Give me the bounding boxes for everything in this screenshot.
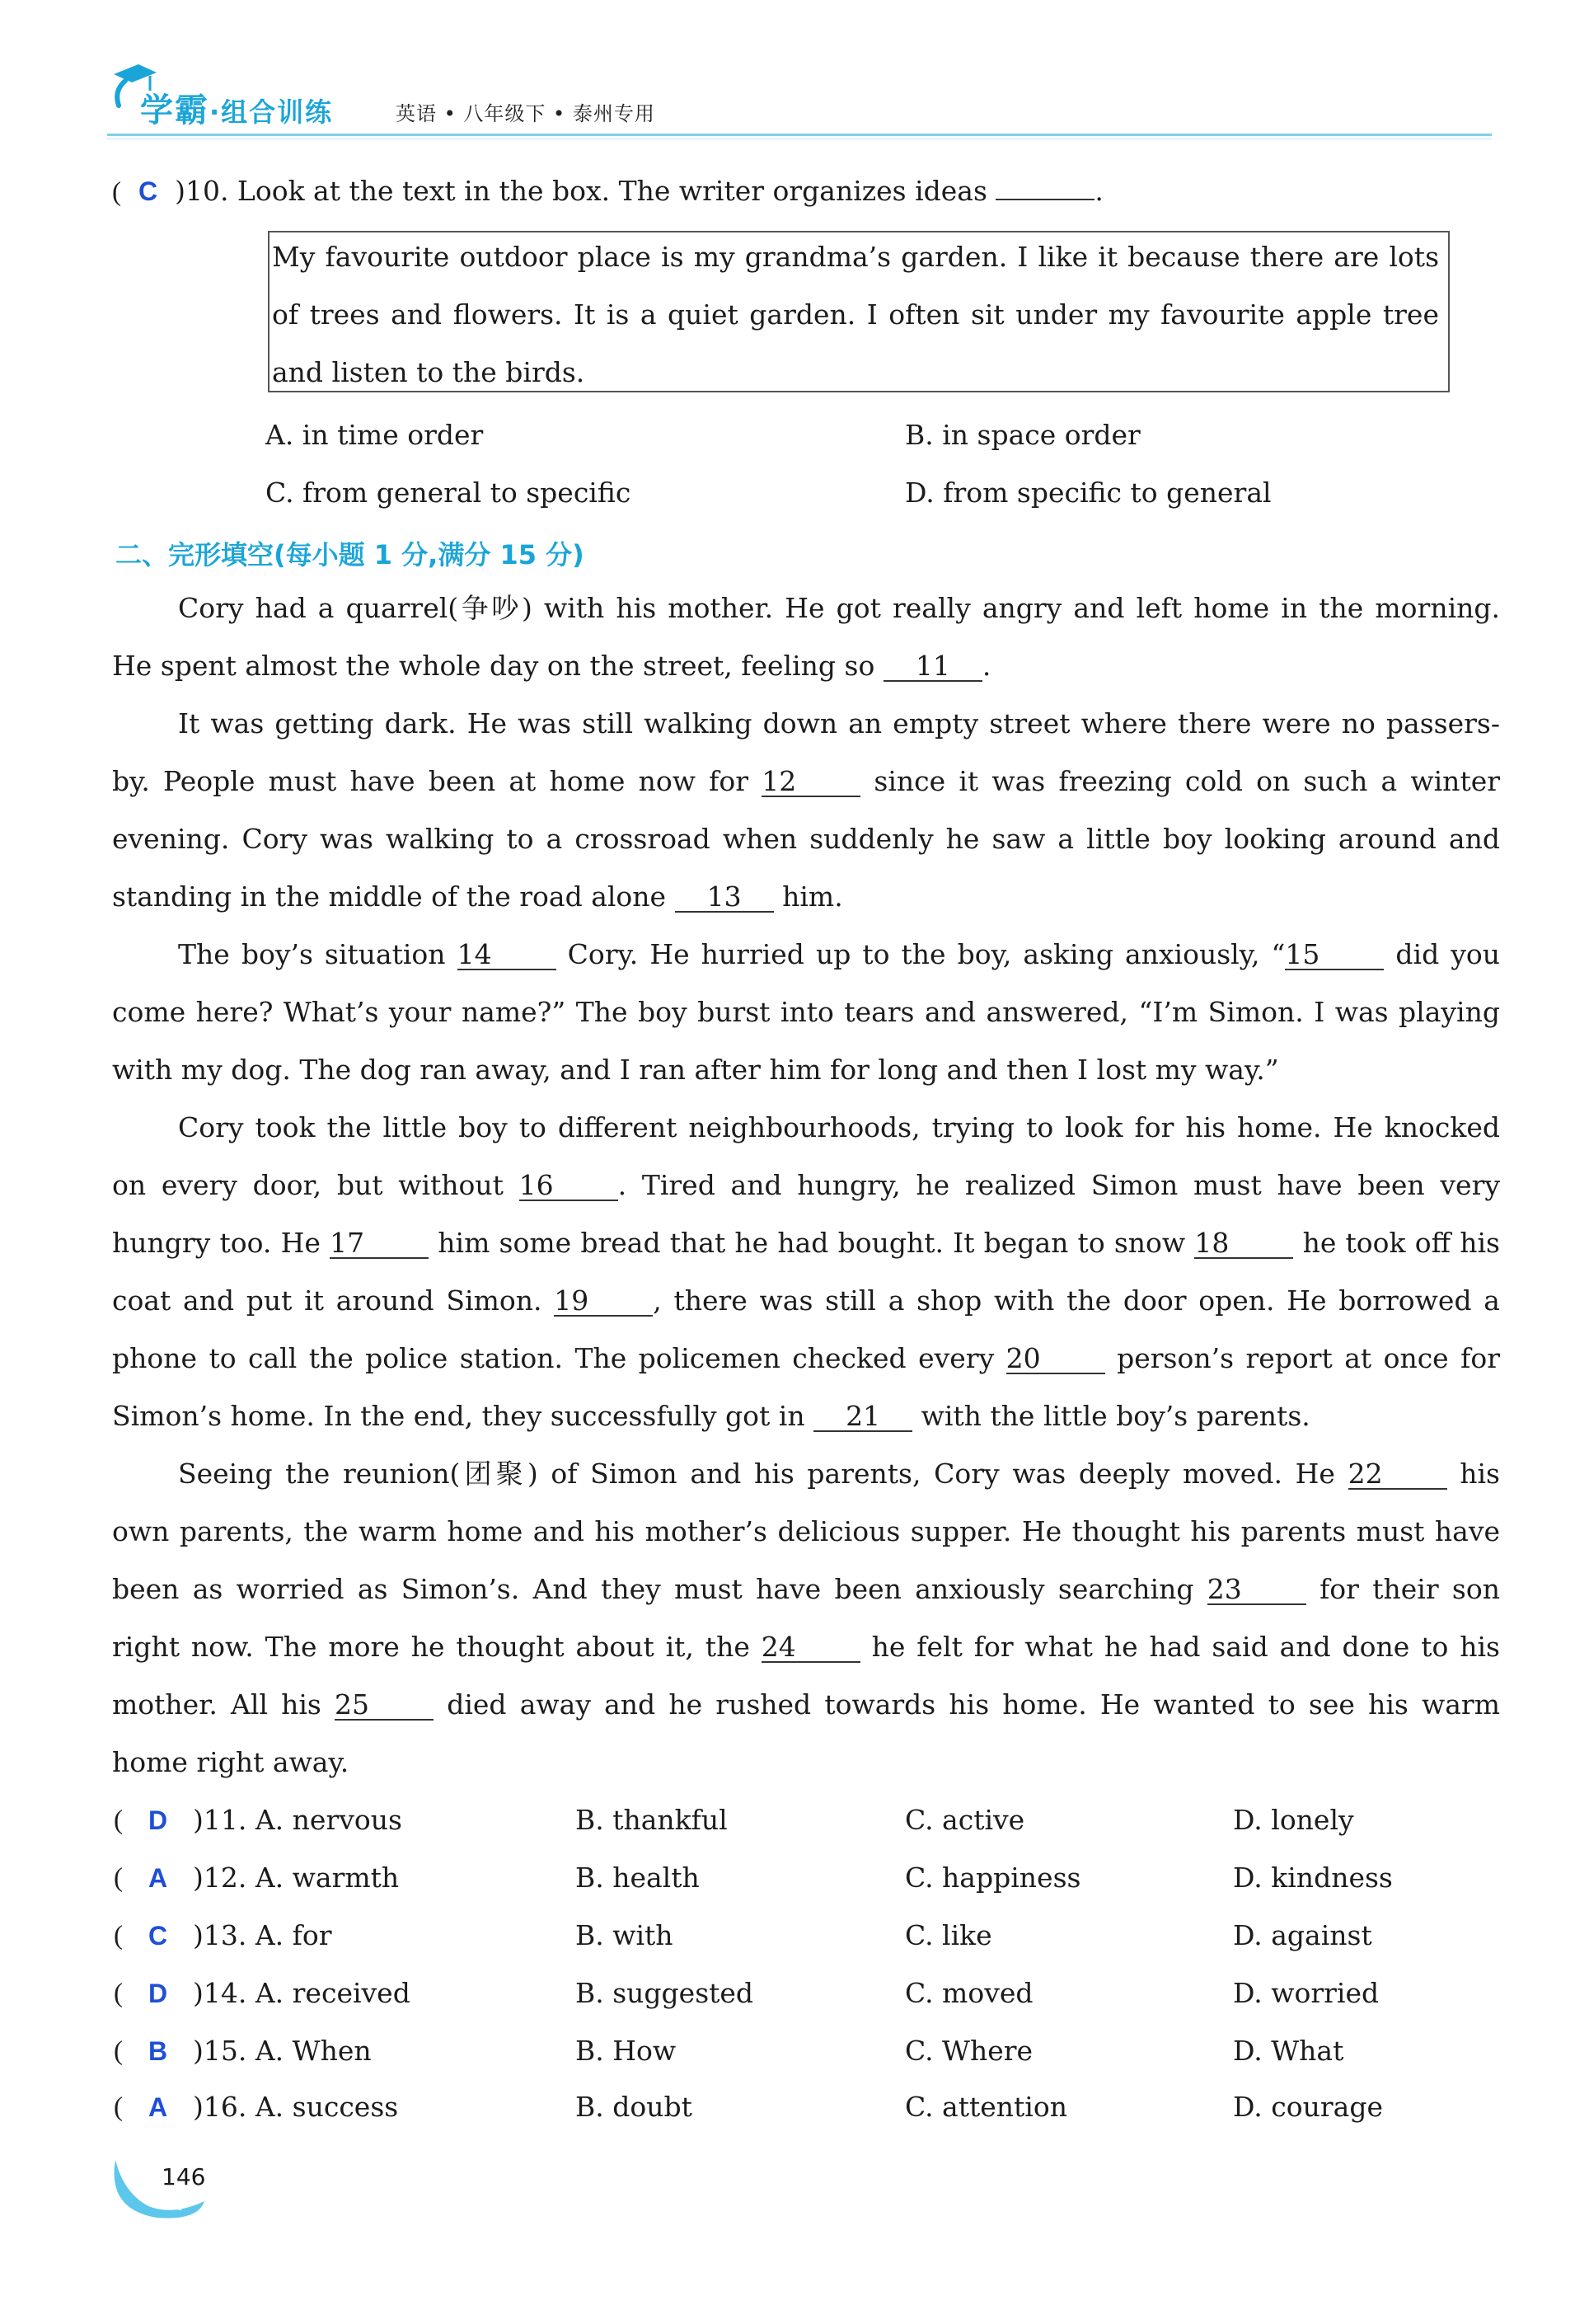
blank-12: 12 <box>762 768 860 797</box>
passage-line: evening. Cory was walking to a crossroad when suddenly he saw a little boy looking around and <box>112 823 1500 855</box>
page-number: 146 <box>162 2163 206 2190</box>
box-line: of trees and flowers. It is a quiet garden. I often sit under my favourite apple tree <box>272 298 1439 331</box>
passage-line: He spent almost the whole day on the street, feeling so 11 . <box>112 650 991 682</box>
blank-line <box>996 199 1094 200</box>
passage-line: Seeing the reunion(团聚) of Simon and his parents, Cory was deeply moved. He 22 his <box>178 1458 1500 1490</box>
box-line: My favourite outdoor place is my grandma’s garden. I like it because there are lots <box>272 241 1439 273</box>
answer-mark: B <box>148 2036 168 2066</box>
blank-24: 24 <box>762 1633 860 1663</box>
page-header <box>107 58 1492 140</box>
blank-20: 20 <box>1006 1345 1105 1374</box>
passage-line: mother. All his 25 died away and he rushed towards his home. He wanted to see his warm <box>112 1688 1500 1721</box>
header-divider <box>107 134 1492 136</box>
answer-mark: C <box>138 176 158 206</box>
blank-18: 18 <box>1194 1229 1293 1259</box>
question-row: ( B )15. A. When B. How C. Where D. What <box>114 2033 1515 2069</box>
blank-22: 22 <box>1348 1460 1447 1490</box>
question-10: ( C )10. Look at the text in the box. The writer organizes ideas . <box>112 175 1104 207</box>
blank-19: 19 <box>554 1287 653 1317</box>
blank-13: 13 <box>675 883 774 913</box>
question-row: ( A )16. A. success B. doubt C. attention D. courage <box>114 2089 1515 2125</box>
passage-line: come here? What’s your name?” The boy burst into tears and answered, “I’m Simon. I was playing <box>112 996 1500 1028</box>
passage-line: coat and put it around Simon. 19 , there was still a shop with the door open. He borrowed a <box>112 1284 1500 1317</box>
blank-17: 17 <box>330 1229 429 1259</box>
passage-line: The boy’s situation 14 Cory. He hurried up to the boy, asking anxiously, “15 did you <box>178 938 1500 970</box>
question-stem: )10. Look at the text in the box. The writer organizes ideas <box>175 175 987 207</box>
blank-16: 16 <box>519 1171 618 1201</box>
section-title: 二、完形填空(每小题 1 分,满分 15 分) <box>115 539 584 570</box>
passage-line: with my dog. The dog ran away, and I ran after him for long and then I lost my way.” <box>112 1054 1279 1086</box>
blank-23: 23 <box>1207 1575 1306 1605</box>
passage-line: standing in the middle of the road alone 13 him. <box>112 880 843 913</box>
passage-line: right now. The more he thought about it, the 24 he felt for what he had said and done to his <box>112 1631 1500 1663</box>
question-row: ( A )12. A. warmth B. health C. happiness D. kindness <box>114 1860 1515 1896</box>
passage-line: phone to call the police station. The policemen checked every 20 person’s report at once for <box>112 1342 1500 1374</box>
passage-line: been as worried as Simon’s. And they must have been anxiously searching 23 for their son <box>112 1573 1500 1605</box>
passage-line: Cory took the little boy to different neighbourhoods, trying to look for his home. He knocked <box>178 1111 1500 1143</box>
option-a: A. in time order <box>265 419 484 451</box>
question-row: ( D )11. A. nervous B. thankful C. active D. lonely <box>114 1802 1515 1838</box>
book-subtitle: 英语 • 八年级下 • 泰州专用 <box>396 102 655 125</box>
answer-mark: A <box>148 2092 168 2122</box>
passage-line: by. People must have been at home now for 12 since it was freezing cold on such a winter <box>112 765 1501 797</box>
passage-line: Simon’s home. In the end, they successfully got in 21 with the little boy’s parents. <box>112 1400 1310 1432</box>
passage-line: Cory had a quarrel(争吵) with his mother. He got really angry and left home in the morning. <box>178 592 1500 624</box>
question-row: ( D )14. A. received B. suggested C. moved D. worried <box>114 1975 1515 2012</box>
passage-line: home right away. <box>112 1746 349 1778</box>
answer-mark: D <box>148 1805 168 1835</box>
passage-line: on every door, but without 16 . Tired and hungry, he realized Simon must have been very <box>112 1169 1500 1201</box>
answer-mark: A <box>148 1863 168 1893</box>
brand-title: 学霸·组合训练 <box>140 92 334 129</box>
passage-line: own parents, the warm home and his mother’s delicious supper. He thought his parents must have <box>112 1515 1500 1547</box>
passage-line: It was getting dark. He was still walking down an empty street where there were no passers- <box>178 707 1500 739</box>
passage-line: hungry too. He 17 him some bread that he had bought. It began to snow 18 he took off his <box>112 1227 1500 1259</box>
option-d: D. from specific to general <box>905 477 1272 509</box>
blank-21: 21 <box>813 1402 912 1432</box>
blank-11: 11 <box>884 652 982 682</box>
answer-mark: C <box>148 1921 168 1951</box>
blank-25: 25 <box>335 1691 434 1721</box>
answer-mark: D <box>148 1979 168 2008</box>
question-row: ( C )13. A. for B. with C. like D. against <box>114 1918 1515 1954</box>
blank-15: 15 <box>1285 941 1384 970</box>
box-line: and listen to the birds. <box>272 356 585 388</box>
option-c: C. from general to specific <box>265 477 631 509</box>
blank-14: 14 <box>457 941 556 970</box>
option-b: B. in space order <box>905 419 1141 451</box>
